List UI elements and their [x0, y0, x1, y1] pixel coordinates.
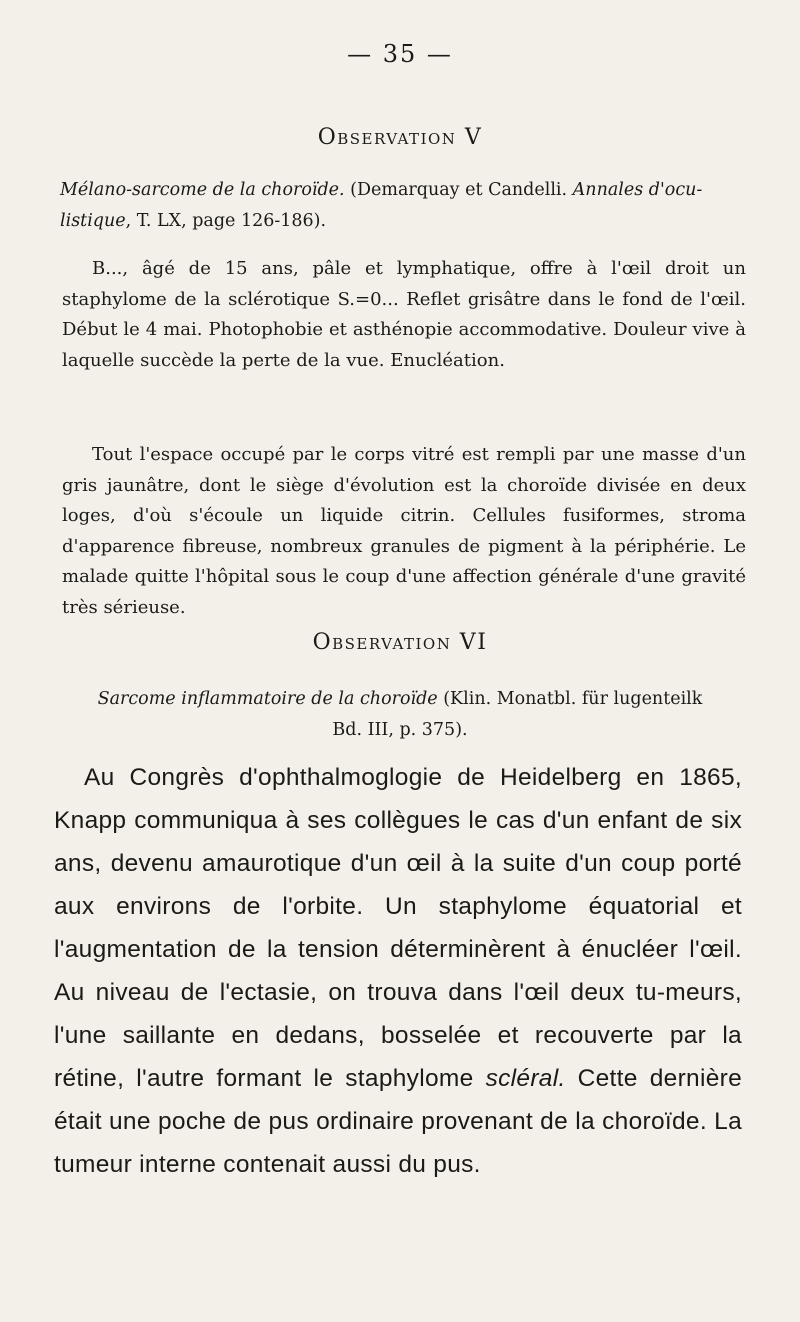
observation-6-paragraph-italic: scléral.: [485, 1065, 566, 1092]
observation-6-source-journal: (Klin. Monatbl. für lugenteilk: [437, 689, 703, 709]
observation-5-paragraph-1: B..., âgé de 15 ans, pâle et lymphatique, offre à l'œil droit un staphylome de la sclérotique S.=0... Reflet grisâtre dans le fond de l'œil. Début le 4 mai. Photophobie et asthénopie accommodative. Douleur vive à laquelle succède la perte de la vue. Enucléation.: [62, 258, 746, 371]
observation-6-paragraph-part-2: Cette dernière était une poche de pus ordinaire provenant de la choroïde. La tumeur interne contenait aussi du pus.: [54, 1065, 743, 1178]
observation-5-source-journal: Annales d'ocu-listique: [60, 180, 703, 231]
observation-6-source-line-1: [60, 684, 740, 715]
observation-6-source: [60, 684, 740, 746]
observation-5-source-authors: (Demarquay et Candelli.: [344, 180, 573, 200]
observation-6-source-title: Sarcome inflammatoire de la choroïde: [97, 689, 438, 709]
observation-5-source: [60, 175, 750, 237]
page-number: — 35 —: [347, 40, 453, 68]
observation-6-paragraph: [54, 756, 742, 1186]
observation-5-title: Observation V: [317, 125, 483, 150]
observation-5-source-title: Mélano-sarcome de la choroïde.: [60, 180, 345, 200]
observation-6-source-line-2: Bd. III, p. 375).: [332, 720, 468, 740]
observation-6-title: Observation VI: [312, 630, 488, 655]
observation-5-source-ref: , T. LX, page 126-186).: [125, 211, 327, 231]
observation-5-paragraph-2: Tout l'espace occupé par le corps vitré est rempli par une masse d'un gris jaunâtre, dont le siège d'évolution est la choroïde divisée en deux loges, d'où s'écoule un liquide citrin. Cellules fusiformes, stroma d'apparence fibreuse, nombreux granules de pigment à la périphérie. Le malade quitte l'hôpital sous le coup d'une affection générale d'une gravité très sérieuse.: [62, 444, 746, 618]
observation-6-paragraph-part-1: Au Congrès d'ophthalmoglogie de Heidelberg en 1865, Knapp communiqua à ses collègues le cas d'un enfant de six ans, devenu amaurotique d'un œil à la suite d'un coup porté aux environs de l'orbite. Un staphylome équatorial et l'augmentation de la tension déterminèrent à énucléer l'œil. Au niveau de l'ectasie, on trouva dans l'œil deux tu-meurs, l'une saillante en dedans, bosselée et recouverte par la rétine, l'autre formant le staphylome: [54, 764, 742, 1092]
